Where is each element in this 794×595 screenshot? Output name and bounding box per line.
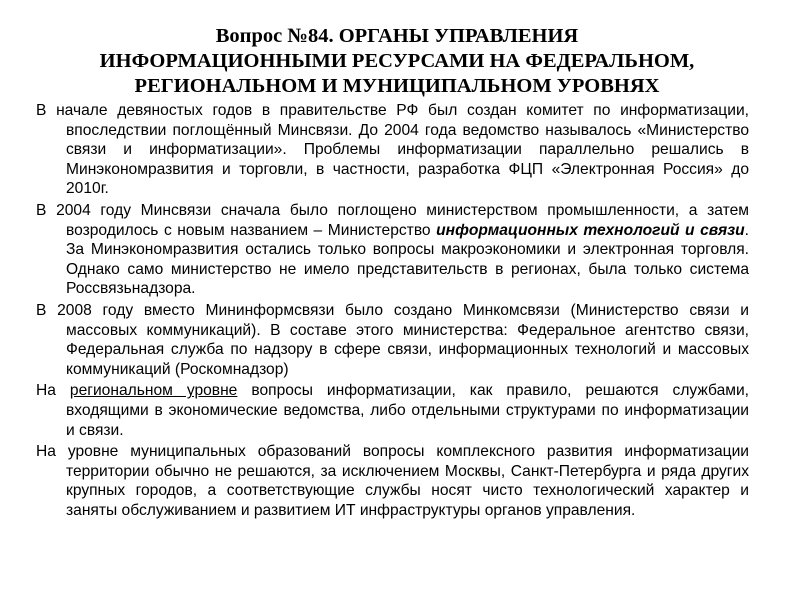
title-line-2: ИНФОРМАЦИОННЫМИ РЕСУРСАМИ НА ФЕДЕРАЛЬНОМ, [99, 50, 695, 72]
paragraph-2 [36, 201, 749, 299]
paragraph-4 [36, 381, 749, 440]
ministry-name-emphasis: информационных технологий и связи [436, 221, 745, 239]
regional-level-underline: региональном уровне [69, 382, 238, 400]
paragraph-2-start: В 2004 году Минсвязи сначала было поглощено министерством промышленности, а затем возродилось с новым названием – Министерство [36, 201, 749, 239]
slide-body [36, 101, 749, 522]
paragraph-2-end: . За Минэкономразвития остались только вопросы макроэкономики и электронная торговля. Однако само министерство не имело представительств в регионах, была только система Россвязьнадзора. [66, 221, 749, 298]
paragraph-3: В 2008 году вместо Мининформсвязи было создано Минкомсвязи (Министерство связи и массовых коммуникаций). В составе этого министерства: Федеральное агентство связи, Федеральная служба по надзору в сфере связи, информационных технологий и массовых коммуникаций (Роскомнадзор) [36, 301, 749, 378]
paragraph-4-end: вопросы информатизации, как правило, решаются службами, входящими в экономические ведомства, либо отдельными структурами по информатизации и связи. [66, 382, 750, 439]
paragraph-1: В начале девяностых годов в правительстве РФ был создан комитет по информатизации, впоследствии поглощённый Минсвязи. До 2004 года ведомство называлось «Министерство связи и информатизации». Проблемы информатизации параллельно решались в Минэкономразвития и торговли, в частности, разработка ФЦП «Электронная Россия» до 2010г. [36, 102, 749, 198]
title-line-1: Вопрос №84. ОРГАНЫ УПРАВЛЕНИЯ [215, 25, 579, 47]
paragraph-4-start: На [36, 382, 70, 400]
title-line-3: РЕГИОНАЛЬНОМ И МУНИЦИПАЛЬНОМ УРОВНЯХ [134, 75, 660, 97]
paragraph-5: На уровне муниципальных образований вопросы комплексного развития информатизации территории обычно не решаются, за исключением Москвы, Санкт-Петербурга и ряда других крупных городов, а соответствующие службы носят чисто технологический характер и заняты обслуживанием и развитием ИТ инфраструктуры органов управления. [36, 443, 749, 519]
slide-title [20, 24, 774, 99]
